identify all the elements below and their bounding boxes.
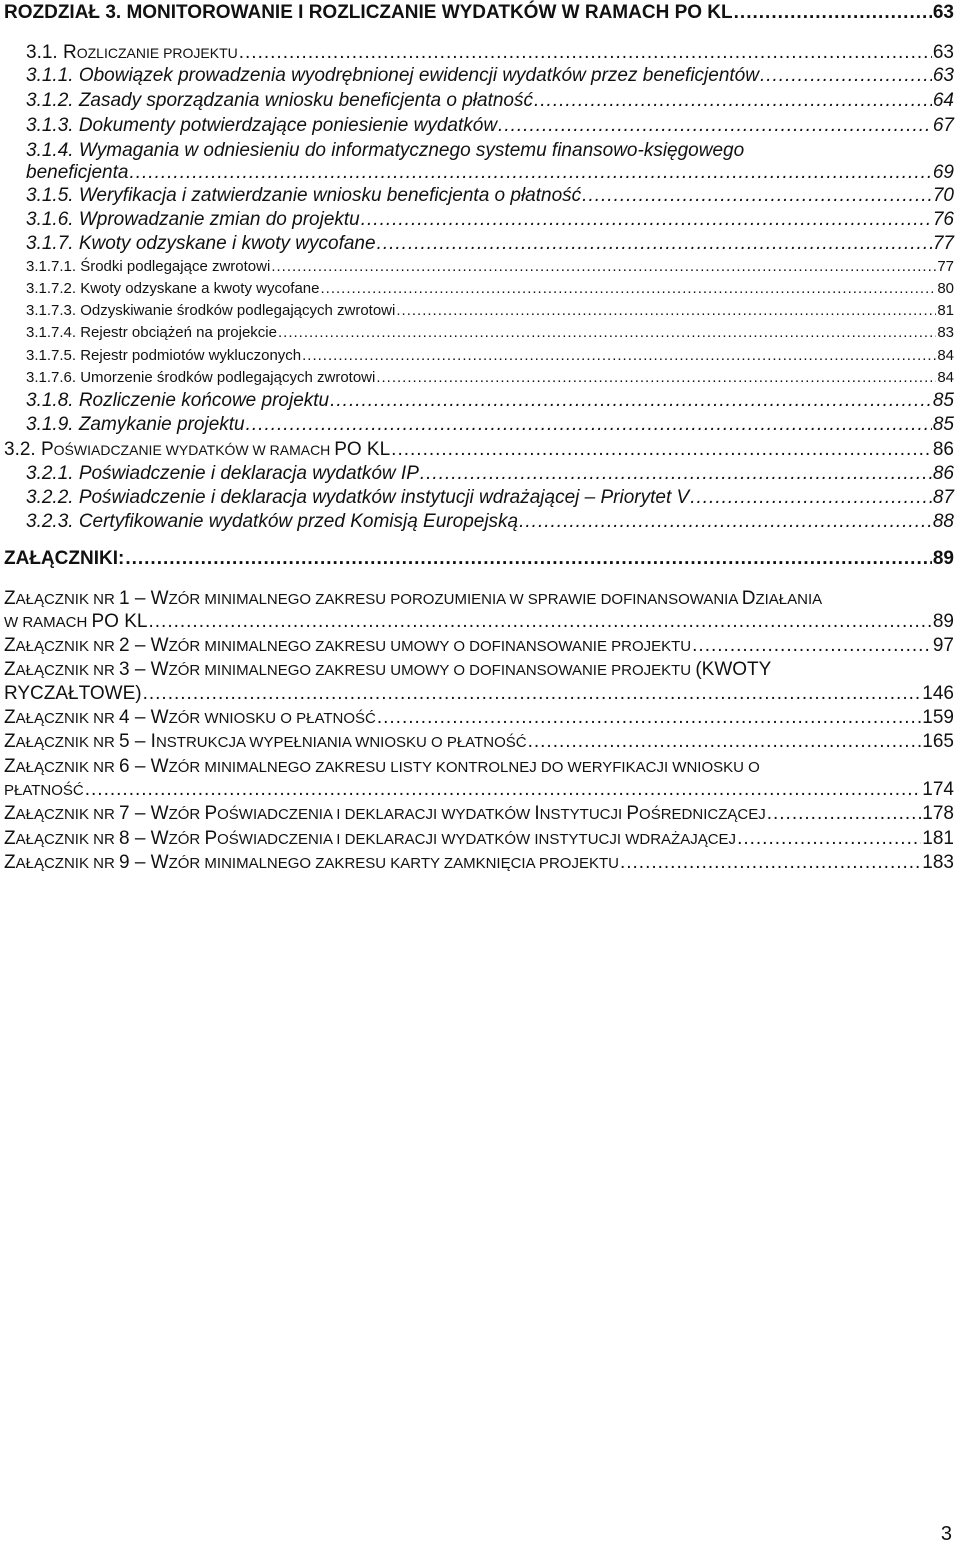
toc-entry-title: 3.1.2. Zasady sporządzania wniosku beneficjenta o płatność [26, 90, 533, 111]
toc-entry-page: 70 [932, 185, 954, 206]
toc-entry-title: 3.1.7. Kwoty odzyskane i kwoty wycofane [26, 233, 376, 254]
dot-leader [534, 90, 932, 112]
dot-leader [239, 42, 932, 64]
toc-entry-page: 85 [932, 414, 954, 435]
toc-entry-title: ZAŁĄCZNIK NR 9 – WZÓR MINIMALNEGO ZAKRESU KARTY ZAMKNIĘCIA PROJEKTU [4, 852, 619, 873]
toc-entry-title: 3.2. POŚWIADCZANIE WYDATKÓW W RAMACH PO KL [4, 439, 391, 460]
toc-entry-annex-7[interactable] [4, 803, 954, 825]
dot-leader [396, 302, 936, 319]
toc-entry-page: 67 [932, 115, 954, 136]
toc-entry-annex-8[interactable] [4, 828, 954, 850]
toc-entry-title: 3.1.7.4. Rejestr obciążeń na projekcie [26, 324, 277, 341]
toc-entry-3-1-6[interactable] [26, 209, 954, 231]
dot-leader [620, 852, 921, 874]
toc-entry-3-1[interactable] [26, 42, 954, 64]
toc-entry-title: 3.1.7.3. Odzyskiwanie środków podlegających zwrotowi [26, 302, 396, 319]
toc-entry-title: 3.1.6. Wprowadzanie zmian do projektu [26, 209, 360, 230]
toc-entry-page: 84 [937, 347, 954, 364]
toc-entry-title: 3.1. ROZLICZANIE PROJEKTU [26, 42, 238, 63]
toc-entry-3-1-4-line1[interactable]: 3.1.4. Wymagania w odniesieniu do informatycznego systemu finansowo-księgowego [26, 140, 745, 161]
dot-leader [330, 390, 932, 412]
toc-entry-page: 183 [922, 852, 954, 873]
dot-leader [690, 487, 932, 509]
dot-leader [148, 611, 931, 633]
dot-leader [271, 258, 936, 275]
toc-entry-3-1-7-2[interactable] [26, 280, 954, 297]
toc-entry-page: 63 [932, 42, 954, 63]
toc-entry-3-2-3[interactable] [26, 511, 954, 533]
toc-entry-3-1-7-1[interactable] [26, 258, 954, 275]
dot-leader [302, 347, 936, 364]
toc-entry-3-1-2[interactable] [26, 90, 954, 112]
toc-entry-page: 76 [932, 209, 954, 230]
toc-entry-title: 3.2.3. Certyfikowanie wydatków przed Komisją Europejską [26, 511, 519, 532]
toc-entry-annex-6-line1[interactable]: ZAŁĄCZNIK NR 6 – WZÓR MINIMALNEGO ZAKRESU LISTY KONTROLNEJ DO WERYFIKACJI WNIOSKU O [4, 756, 760, 777]
toc-entry-title: PŁATNOŚĆ [4, 782, 84, 799]
toc-entry-title: 3.1.9. Zamykanie projektu [26, 414, 245, 435]
toc-entry-title: ZAŁĄCZNIK NR 2 – WZÓR MINIMALNEGO ZAKRESU UMOWY O DOFINANSOWANIE PROJEKTU [4, 635, 692, 656]
toc-entry-page: 159 [922, 707, 954, 728]
toc-entry-annexes[interactable] [4, 548, 954, 570]
toc-entry-title: 3.1.7.1. Środki podlegające zwrotowi [26, 258, 271, 275]
toc-entry-title: ZAŁĄCZNIK NR 5 – INSTRUKCJA WYPEŁNIANIA WNIOSKU O PŁATNOŚĆ [4, 731, 527, 752]
toc-entry-title: 3.2.1. Poświadczenie i deklaracja wydatków IP [26, 463, 419, 484]
dot-leader [692, 635, 932, 657]
toc-entry-page: 63 [932, 2, 954, 23]
dot-leader [391, 439, 932, 461]
toc-entry-3-1-5[interactable] [26, 185, 954, 207]
toc-entry-3-2-2[interactable] [26, 487, 954, 509]
toc-entry-title: 3.1.3. Dokumenty potwierdzające poniesienie wydatków [26, 115, 498, 136]
toc-entry-page: 88 [932, 511, 954, 532]
toc-entry-annex-3[interactable] [4, 683, 954, 705]
dot-leader [767, 803, 922, 825]
toc-entry-page: 81 [937, 302, 954, 319]
toc-entry-title: 3.1.7.6. Umorzenie środków podlegających zwrotowi [26, 369, 376, 386]
toc-entry-3-2[interactable] [4, 439, 954, 461]
dot-leader [376, 369, 936, 386]
toc-entry-page: 89 [932, 611, 954, 632]
toc-entry-page: 89 [932, 548, 954, 569]
toc-entry-title: W RAMACH PO KL [4, 611, 148, 632]
toc-entry-page: 64 [932, 90, 954, 111]
toc-entry-page: 165 [922, 731, 954, 752]
toc-entry-annex-3-line1[interactable]: ZAŁĄCZNIK NR 3 – WZÓR MINIMALNEGO ZAKRESU UMOWY O DOFINANSOWANIE PROJEKTU (KWOTY [4, 659, 772, 680]
dot-leader [85, 779, 922, 801]
toc-entry-3-1-7[interactable] [26, 233, 954, 255]
dot-leader [278, 324, 936, 341]
toc-entry-3-1-7-6[interactable] [26, 369, 954, 386]
toc-entry-annex-5[interactable] [4, 731, 954, 753]
toc-entry-3-2-1[interactable] [26, 463, 954, 485]
toc-entry-page: 85 [932, 390, 954, 411]
dot-leader [420, 463, 932, 485]
toc-entry-annex-2[interactable] [4, 635, 954, 657]
toc-entry-page: 80 [937, 280, 954, 297]
toc-entry-3-1-7-3[interactable] [26, 302, 954, 319]
toc-entry-3-1-1[interactable] [26, 65, 954, 87]
dot-leader [582, 185, 932, 207]
toc-entry-title: ROZDZIAŁ 3. MONITOROWANIE I ROZLICZANIE WYDATKÓW W RAMACH PO KL [4, 2, 733, 23]
toc-entry-page: 87 [932, 487, 954, 508]
dot-leader [361, 209, 932, 231]
toc-entry-3-1-9[interactable] [26, 414, 954, 436]
toc-entry-3-1-3[interactable] [26, 115, 954, 137]
toc-entry-annex-4[interactable] [4, 707, 954, 729]
dot-leader [125, 548, 932, 570]
toc-entry-title: 3.1.7.5. Rejestr podmiotów wykluczonych [26, 347, 302, 364]
toc-entry-title: ZAŁĄCZNIK NR 7 – WZÓR POŚWIADCZENIA I DEKLARACJI WYDATKÓW INSTYTUCJI POŚREDNICZĄCEJ [4, 803, 766, 824]
dot-leader [528, 731, 922, 753]
toc-entry-page: 77 [937, 258, 954, 275]
dot-leader [377, 707, 921, 729]
toc-entry-3-1-7-5[interactable] [26, 347, 954, 364]
toc-entry-3-1-7-4[interactable] [26, 324, 954, 341]
toc-entry-title: ZAŁĄCZNIKI: [4, 548, 125, 569]
toc-entry-page: 63 [932, 65, 954, 86]
toc-entry-page: 69 [932, 162, 954, 183]
dot-leader [129, 162, 931, 184]
toc-entry-page: 97 [932, 635, 954, 656]
toc-entry-page: 77 [932, 233, 954, 254]
dot-leader [143, 683, 922, 705]
toc-entry-title: beneficjenta [26, 162, 129, 183]
toc-entry-annex-1[interactable] [4, 611, 954, 633]
dot-leader [760, 65, 932, 87]
toc-entry-annex-1-line1[interactable]: ZAŁĄCZNIK NR 1 – WZÓR MINIMALNEGO ZAKRESU POROZUMIENIA W SPRAWIE DOFINANSOWANIA DZIAŁANIA [4, 588, 823, 609]
page-number: 3 [940, 1523, 952, 1545]
toc-entry-title: 3.1.8. Rozliczenie końcowe projektu [26, 390, 330, 411]
toc-entry-3-1-8[interactable] [26, 390, 954, 412]
dot-leader [734, 2, 932, 24]
toc-entry-page: 86 [932, 439, 954, 460]
toc-entry-title: 3.1.7.2. Kwoty odzyskane a kwoty wycofane [26, 280, 320, 297]
toc-entry-page: 84 [937, 369, 954, 386]
toc-entry-page: 178 [922, 803, 954, 824]
toc-entry-page: 174 [922, 779, 954, 800]
toc-entry-page: 86 [932, 463, 954, 484]
dot-leader [321, 280, 937, 297]
dot-leader [377, 233, 932, 255]
toc-entry-title: RYCZAŁTOWE) [4, 683, 142, 704]
dot-leader [519, 511, 932, 533]
toc-entry-page: 83 [937, 324, 954, 341]
dot-leader [498, 115, 932, 137]
toc-entry-3-1-4[interactable] [26, 162, 954, 184]
toc-entry-title: 3.1.5. Weryfikacja i zatwierdzanie wniosku beneficjenta o płatność [26, 185, 582, 206]
toc-entry-title: 3.2.2. Poświadczenie i deklaracja wydatków instytucji wdrażającej – Priorytet V [26, 487, 690, 508]
toc-entry-annex-9[interactable] [4, 852, 954, 874]
toc-entry-title: 3.1.1. Obowiązek prowadzenia wyodrębnionej ewidencji wydatków przez beneficjentów [26, 65, 759, 86]
toc-entry-chapter-3[interactable] [4, 2, 954, 24]
toc-entry-annex-6[interactable] [4, 779, 954, 801]
dot-leader [737, 828, 921, 850]
toc-entry-title: ZAŁĄCZNIK NR 8 – WZÓR POŚWIADCZENIA I DEKLARACJI WYDATKÓW INSTYTUCJI WDRAŻAJĄCEJ [4, 828, 737, 849]
toc-entry-page: 181 [922, 828, 954, 849]
dot-leader [246, 414, 932, 436]
toc-entry-title: ZAŁĄCZNIK NR 4 – WZÓR WNIOSKU O PŁATNOŚĆ [4, 707, 376, 728]
toc-entry-page: 146 [922, 683, 954, 704]
